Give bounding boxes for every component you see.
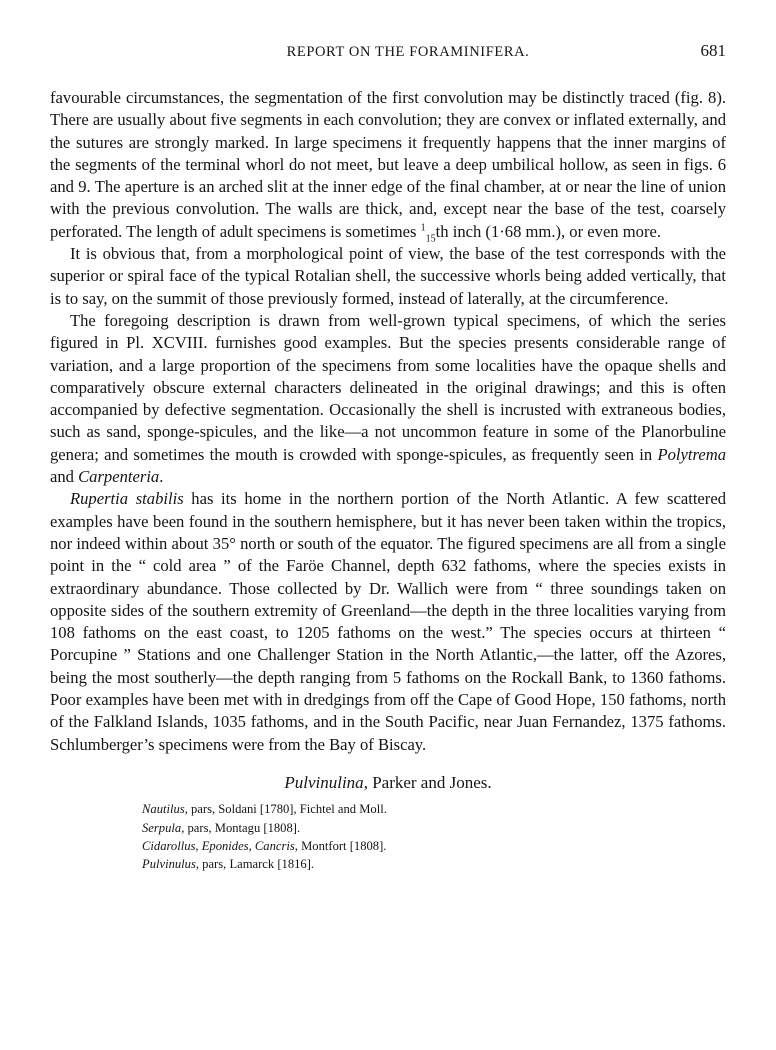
synonym-citation: , Montfort [1808]. bbox=[294, 839, 387, 854]
paragraph-text-end: th inch (1·68 mm.), or even more. bbox=[435, 221, 661, 241]
fraction-denominator: 15 bbox=[425, 233, 436, 245]
paragraph-text: favourable circumstances, the segmentation of the first convolution may be distinctly traced (fig. 8). There are usually about five segments in each convolution; they are convex or inflated externally, and the sutures are strongly marked. In large specimens it frequently happens that the inner margins of the segments of the terminal whorl do not meet, but leave a deep umbilical hollow, as seen in figs. 6 and 9. The aperture is an arched slit at the inner edge of the final chamber, at or near the line of union with the previous convolution. The walls are thick, and, except near the base of the test, coarsely perforated. The length of adult specimens is sometimes bbox=[50, 88, 726, 241]
body-text bbox=[50, 87, 726, 874]
paragraph-morphology: It is obvious that, from a morphological point of view, the base of the test corresponds with the superior or spiral face of the typical Rotalian shell, the successive whorls being added vertically, that is to say, on the summit of those previously formed, instead of laterally, at the circumference. bbox=[50, 244, 726, 308]
synonymy-entry bbox=[142, 837, 726, 855]
running-header bbox=[50, 41, 726, 61]
synonymy-entry bbox=[142, 800, 726, 818]
paragraph-description bbox=[50, 87, 726, 243]
synonym-taxon: Nautilus bbox=[142, 802, 185, 817]
page-number: 681 bbox=[700, 41, 726, 60]
synonym-citation: , pars, Soldani [1780], Fichtel and Moll. bbox=[184, 802, 387, 817]
paragraph-text: has its home in the northern portion of the North Atlantic. A few scattered examples have been found in the southern hemisphere, but it has never been taken within the tropics, nor indeed within about 35° north or south of the equator. The figured specimens are all from a single point in the “ cold area ” of the Faröe Channel, depth 632 fathoms, where the species exists in extraordinary abundance. Those collected by Dr. Wallich were from “ three soundings taken on opposite sides of the southern extremity of Greenland—the depth in the three localities varying from 108 fathoms on the east coast, to 1205 fathoms on the west.” The species occurs at thirteen “ Porcupine ” Stations and one Challenger Station in the North Atlantic,—the latter, off the Azores, being the most southerly—the depth ranging from 5 fathoms on the Rockall Bank, to 1360 fathoms. Poor examples have been met with in dredgings from off the Cape of Good Hope, 150 fathoms, north of the Falkland Islands, 1035 fathoms, and in the South Pacific, near Juan Fernandez, 1375 fathoms. Schlumberger’s specimens were from the Bay of Biscay. bbox=[50, 489, 726, 754]
synonym-taxon: Pulvinulus bbox=[142, 857, 196, 872]
synonymy-list bbox=[142, 800, 726, 874]
synonym-taxon: Serpula bbox=[142, 820, 182, 835]
synonymy-entry bbox=[142, 819, 726, 837]
running-title: REPORT ON THE FORAMINIFERA. bbox=[286, 44, 530, 60]
section-heading bbox=[50, 772, 726, 794]
genus-name: Polytrema bbox=[657, 444, 726, 464]
synonym-citation: , pars, Montagu [1808]. bbox=[181, 820, 301, 835]
sentence-end: . bbox=[159, 467, 164, 487]
heading-authority: , Parker and Jones. bbox=[363, 772, 492, 792]
genus-heading: Pulvinulina bbox=[284, 772, 364, 792]
synonym-taxon: Cidarollus, Eponides, Cancris bbox=[142, 839, 295, 854]
fraction-numerator: 1 bbox=[420, 222, 426, 234]
paragraph-text: The foregoing description is drawn from well-grown typical specimens, of which the series figured in Pl. XCVIII. furnishes good examples. But the species presents considerable range of variation, and a large proportion of the specimens from some localities have the opaque shells and comparatively obscure external characters delineated in the original drawings; and this is often accompanied by defective segmentation. Occasionally the shell is incrusted with extraneous bodies, such as sand, sponge-spicules, and the like—a not uncommon feature in some of the Planorbuline genera; and sometimes the mouth is crowded with sponge-spicules, as frequently seen in bbox=[50, 310, 726, 464]
species-name: Rupertia stabilis bbox=[70, 489, 184, 509]
synonym-citation: , pars, Lamarck [1816]. bbox=[195, 857, 315, 872]
paragraph-variation bbox=[50, 310, 726, 488]
genus-name: Carpenteria bbox=[78, 467, 160, 487]
paragraph-distribution bbox=[50, 488, 726, 756]
synonymy-entry bbox=[142, 855, 726, 873]
conjunction: and bbox=[50, 467, 79, 487]
